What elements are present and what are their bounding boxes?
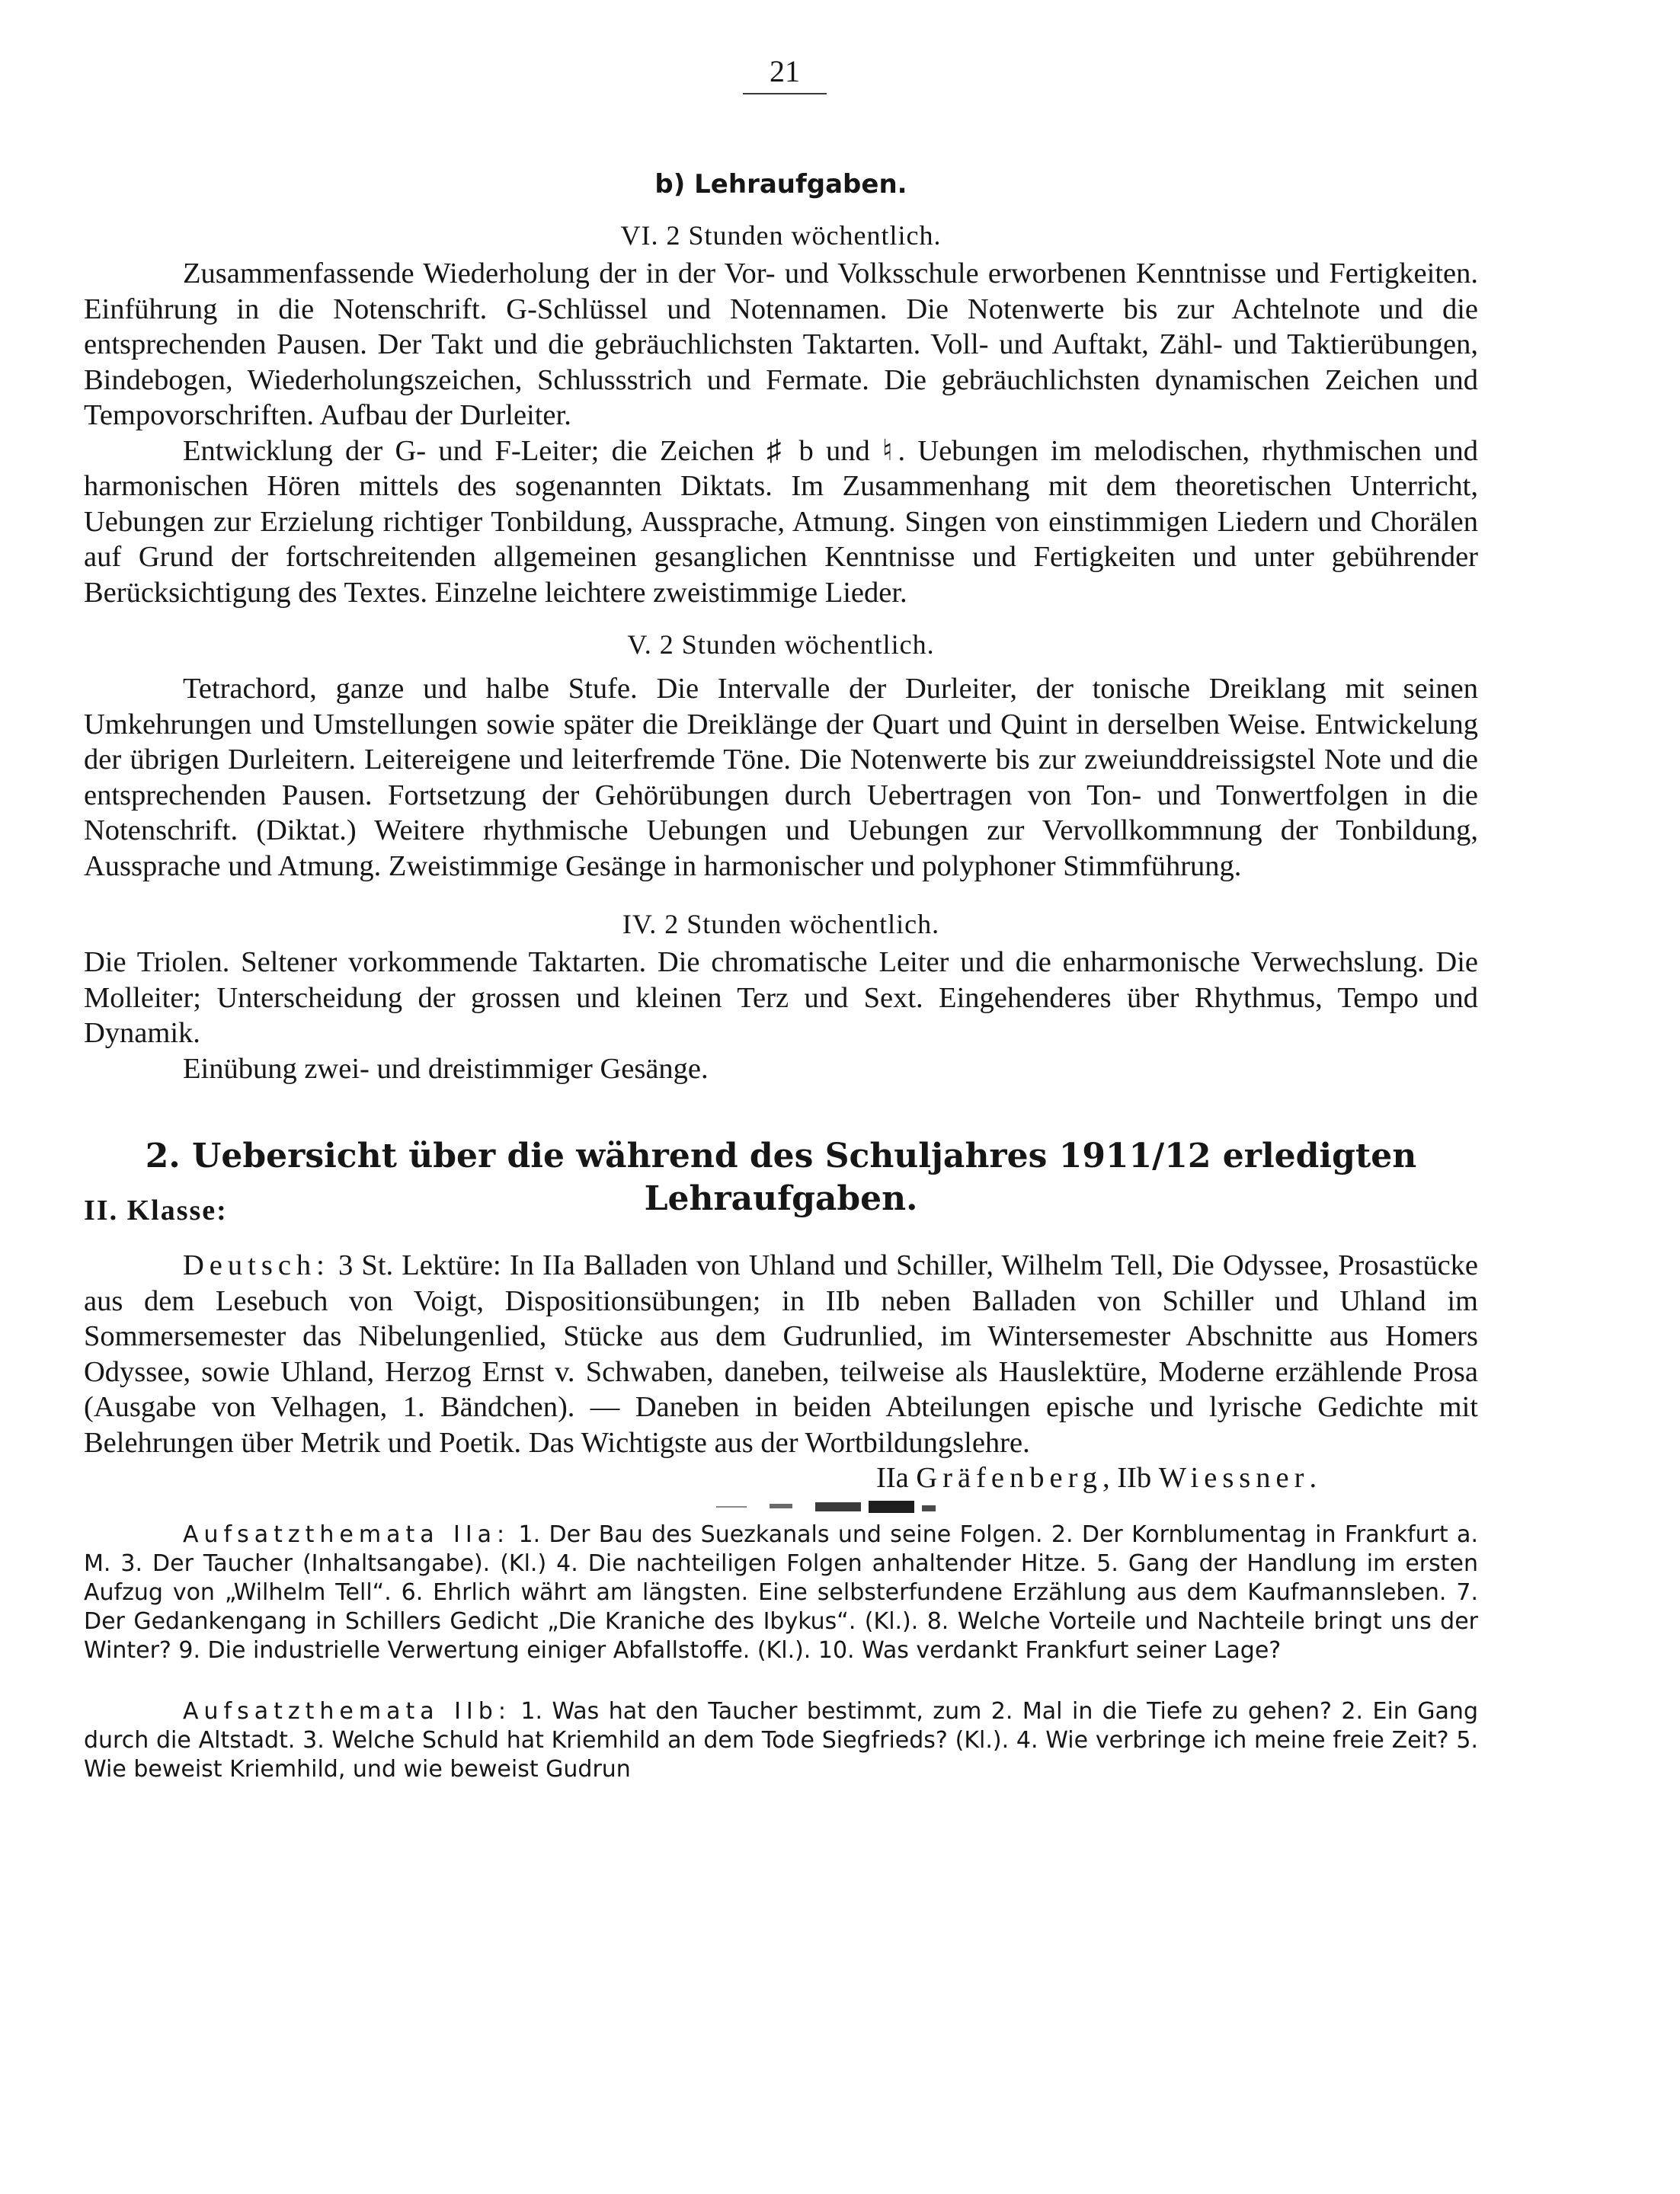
- class-vi-paragraph-1: Zusammenfassende Wiederholung der in der Vor- und Volksschule erworbenen Kenntnisse und Fertigkeiten. Einführung in die Notenschrift. G-Schlüssel und Notennamen. Die Notenwerte bis zur Achtelnote und die entsprechenden Pausen. Der Takt und die gebräuchlichsten Taktarten. Voll- und Auftakt, Zähl- und Taktierübungen, Bindebogen, Wiederholungszeichen, Schlussstrich und Fermate. Die gebräuchlichsten dynamischen Zeichen und Tempovorschriften. Aufbau der Durleiter.: [84, 257, 1478, 431]
- deutsch-paragraph: [84, 1248, 1478, 1460]
- teacher-prefix-a: IIa: [876, 1462, 909, 1494]
- class-v-heading: V. 2 Stunden wöchentlich.: [627, 629, 935, 660]
- class-vi-paragraph-2: Entwicklung der G- und F-Leiter; die Zeichen ♯ b und ♮. Uebungen im melodischen, rhythmischen und harmonischen Hören mittels des sogenannten Diktats. Im Zusammenhang mit dem theoretischen Unterricht, Uebungen zur Erzielung richtiger Tonbildung, Aussprache, Atmung. Singen von einstimmigen Liedern und Chorälen auf Grund der fortschreitenden allgemeinen gesanglichen Kenntnisse und Fertigkeiten und unter gebührender Berücksichtigung des Textes. Einzelne leichtere zweistimmige Lieder.: [84, 434, 1478, 609]
- teacher-b: Wiessner: [1158, 1462, 1310, 1494]
- teacher-a: Gräfenberg: [916, 1462, 1102, 1494]
- teacher-end: .: [1309, 1462, 1317, 1494]
- aufsatz-iia-label: Aufsatzthemata IIa:: [183, 1521, 510, 1548]
- deutsch-text: 3 St. Lektüre: In IIa Balladen von Uhland und Schiller, Wilhelm Tell, Die Odyssee, Prosastücke aus dem Lesebuch von Voigt, Dispositionsübungen; in IIb neben Balladen von Schiller und Uhland im Sommersemester das Nibelungenlied, Stücke aus dem Gudrunlied, im Wintersemester Abschnitte aus Homers Odyssee, sowie Uhland, Herzog Ernst v. Schwaben, daneben, teilweise als Hauslektüre, Moderne erzählende Prosa (Ausgabe von Velhagen, 1. Bändchen). — Daneben in beiden Abteilungen epische und lyrische Gedichte mit Belehrungen über Metrik und Poetik. Das Wichtigste aus der Wortbildungslehre.: [84, 1249, 1479, 1459]
- class-vi-heading: VI. 2 Stunden wöchentlich.: [620, 220, 942, 251]
- aufsatz-iib-label: Aufsatzthemata IIb:: [183, 1697, 511, 1725]
- teacher-line: [84, 1460, 1478, 1496]
- page-number-rule: [743, 93, 827, 94]
- class-iv-paragraph-2: Einübung zwei- und dreistimmiger Gesänge.: [183, 1052, 709, 1085]
- ink-smudge: [716, 1499, 990, 1516]
- klasse-heading: II. Klasse:: [84, 1195, 228, 1227]
- deutsch-label: Deutsch:: [183, 1249, 330, 1281]
- aufsatz-iib-text: 1. Was hat den Taucher bestimmt, zum 2. Mal in die Tiefe zu gehen? 2. Ein Gang durch die Altstadt. 3. Welche Schuld hat Kriemhild an dem Tode Siegfrieds? (Kl.). 4. Wie verbringe ich meine freie Zeit? 5. Wie beweist Kriemhild, und wie beweist Gudrun: [84, 1697, 1478, 1783]
- page-content: [84, 168, 1478, 1784]
- class-iv-paragraph-1: Die Triolen. Seltener vorkommende Taktarten. Die chromatische Leiter und die enharmonische Verwechslung. Die Molleiter; Unterscheidung der grossen und kleinen Terz und Sext. Eingehenderes über Rhythmus, Tempo und Dynamik.: [84, 946, 1478, 1049]
- teacher-separator: , IIb: [1102, 1462, 1152, 1494]
- page-number: 21: [770, 54, 800, 88]
- class-iv-heading: IV. 2 Stunden wöchentlich.: [622, 909, 940, 939]
- section-b-label: b) Lehraufgaben.: [654, 169, 907, 200]
- aufsatz-iib-paragraph: [84, 1697, 1478, 1784]
- aufsatz-iia-paragraph: [84, 1521, 1478, 1665]
- section-2-heading: 2. Uebersicht über die während des Schuljahres 1911/12 erledigten Lehraufgaben.: [145, 1137, 1417, 1218]
- aufsatz-iia-text: 1. Der Bau des Suezkanals und seine Folgen. 2. Der Kornblumentag in Frankfurt a. M. 3. Der Taucher (Inhaltsangabe). (Kl.) 4. Die nachteiligen Folgen anhaltender Hitze. 5. Gang der Handlung im ersten Aufzug von „Wilhelm Tell“. 6. Ehrlich währt am längsten. Eine selbsterfundene Erzählung aus dem Kaufmannsleben. 7. Der Gedankengang in Schillers Gedicht „Die Kraniche des Ibykus“. (Kl.). 8. Welche Vorteile und Nachteile bringt uns der Winter? 9. Die industrielle Verwertung einiger Abfallstoffe. (Kl.). 10. Was verdankt Frankfurt seiner Lage?: [84, 1521, 1478, 1664]
- class-v-paragraph-1: Tetrachord, ganze und halbe Stufe. Die Intervalle der Durleiter, der tonische Dreiklang mit seinen Umkehrungen und Umstellungen sowie später die Dreiklänge der Quart und Quint in derselben Weise. Entwickelung der übrigen Durleitern. Leitereigene und leiterfremde Töne. Die Notenwerte bis zur zweiunddreissigstel Note und die entsprechenden Pausen. Fortsetzung der Gehörübungen durch Uebertragen von Ton- und Tonwertfolgen in die Notenschrift. (Diktat.) Weitere rhythmische Uebungen und Uebungen zur Vervollkommnung der Tonbildung, Aussprache und Atmung. Zweistimmige Gesänge in harmonischer und polyphoner Stimmführung.: [84, 673, 1478, 882]
